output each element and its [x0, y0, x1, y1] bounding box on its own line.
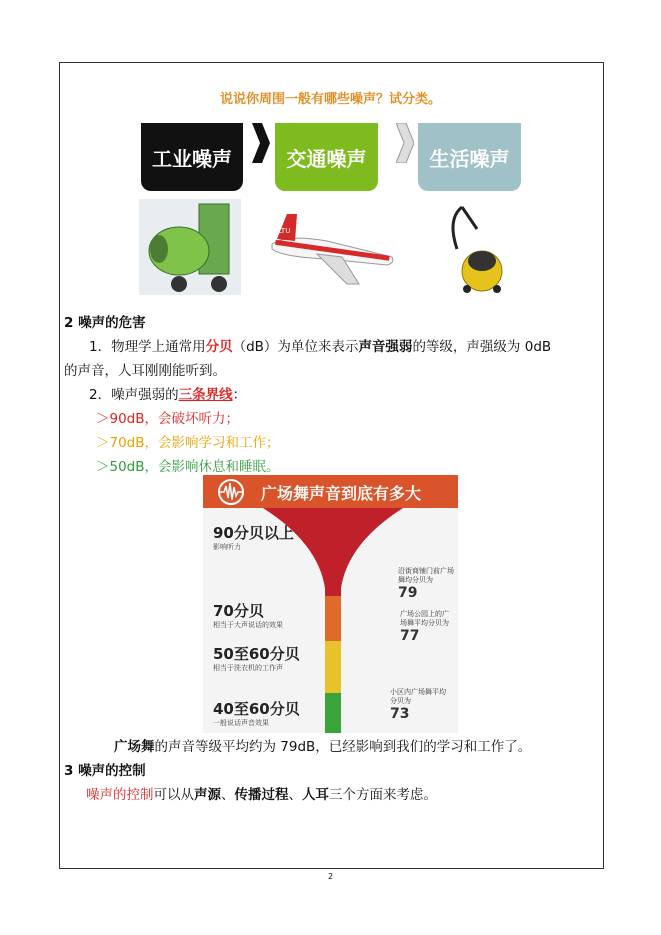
highlight: 传播过程 [234, 787, 289, 803]
category-traffic: 交通噪声 [275, 123, 378, 191]
highlight: 噪声的控制 [86, 787, 154, 803]
infographic-title: 广场舞声音到底有多大 [261, 484, 422, 503]
question-text: 说说你周围一般有哪些噪声？试分类。 [219, 92, 441, 107]
text: 的声音等级平均约为 79dB，已经影响到我们的学习和工作了。 [154, 739, 532, 755]
limit-50: ＞50dB，会影响休息和睡眠。 [96, 459, 280, 475]
side-note-79 [398, 567, 458, 602]
text: （dB）为单位来表示 [232, 339, 359, 355]
level-70: 70分贝 [213, 602, 264, 620]
noise-infographic [203, 475, 458, 733]
sound-wave-icon [211, 478, 251, 506]
text: ： [232, 387, 247, 403]
level-50-60: 50至60分贝 [213, 645, 300, 663]
highlight: 三条界线 [178, 387, 233, 403]
side-value: 77 [400, 628, 420, 644]
text: 可以从 [153, 787, 194, 803]
side-text: 沿街商铺门前广场舞均分贝为 [398, 567, 454, 584]
side-value: 79 [398, 585, 418, 601]
paragraph-3 [86, 783, 437, 807]
level-90-sub: 影响听力 [213, 543, 241, 551]
level-90: 90分贝以上 [213, 524, 294, 542]
highlight: 分贝 [205, 339, 233, 355]
concrete-mixer-image [139, 199, 241, 295]
text: 三个方面来考虑。 [329, 787, 437, 803]
category-life: 生活噪声 [418, 123, 521, 191]
svg-text:LTU: LTU [278, 227, 291, 235]
highlight: 人耳 [302, 787, 329, 803]
side-note-73 [390, 688, 450, 723]
category-industrial: 工业噪声 [141, 123, 243, 191]
arrow-icon [252, 123, 270, 163]
side-text: 广场公园上的广场舞平均分贝为 [400, 610, 449, 627]
text: 、 [221, 787, 235, 803]
highlight: 声源 [194, 787, 221, 803]
paragraph-1 [89, 335, 551, 359]
airplane-image [267, 199, 399, 295]
highlight: 声音强弱 [358, 339, 413, 355]
text: 、 [288, 787, 302, 803]
paragraph-1-line2: 的声音，人耳刚刚能听到。 [64, 363, 226, 379]
infographic-caption [114, 735, 531, 759]
section3-heading: 3 噪声的控制 [64, 763, 146, 779]
limit-70: ＞70dB，会影响学习和工作； [96, 435, 280, 451]
infographic-header [203, 475, 458, 508]
highlight: 广场舞 [114, 739, 155, 755]
side-value: 73 [390, 706, 410, 722]
section2-heading: 2 噪声的危害 [64, 315, 146, 331]
level-50-60-sub: 相当于洗衣机的工作声 [213, 664, 283, 672]
arrow-icon [396, 123, 414, 163]
text: 2．噪声强弱的 [89, 387, 179, 403]
level-40-60-sub: 一般说话声音效果 [213, 719, 269, 727]
level-40-60: 40至60分贝 [213, 700, 300, 718]
level-70-sub: 相当于大声说话的效果 [213, 621, 283, 629]
page-number: 2 [327, 872, 334, 881]
side-text: 小区内广场舞平均分贝为 [390, 688, 446, 705]
paragraph-2 [89, 383, 246, 407]
vacuum-cleaner-image [437, 199, 505, 295]
text: 1．物理学上通常用 [89, 339, 206, 355]
limit-90: ＞90dB，会破坏听力； [96, 411, 240, 427]
text: 的等级，声强级为 0dB [412, 339, 552, 355]
side-note-77 [400, 610, 455, 645]
